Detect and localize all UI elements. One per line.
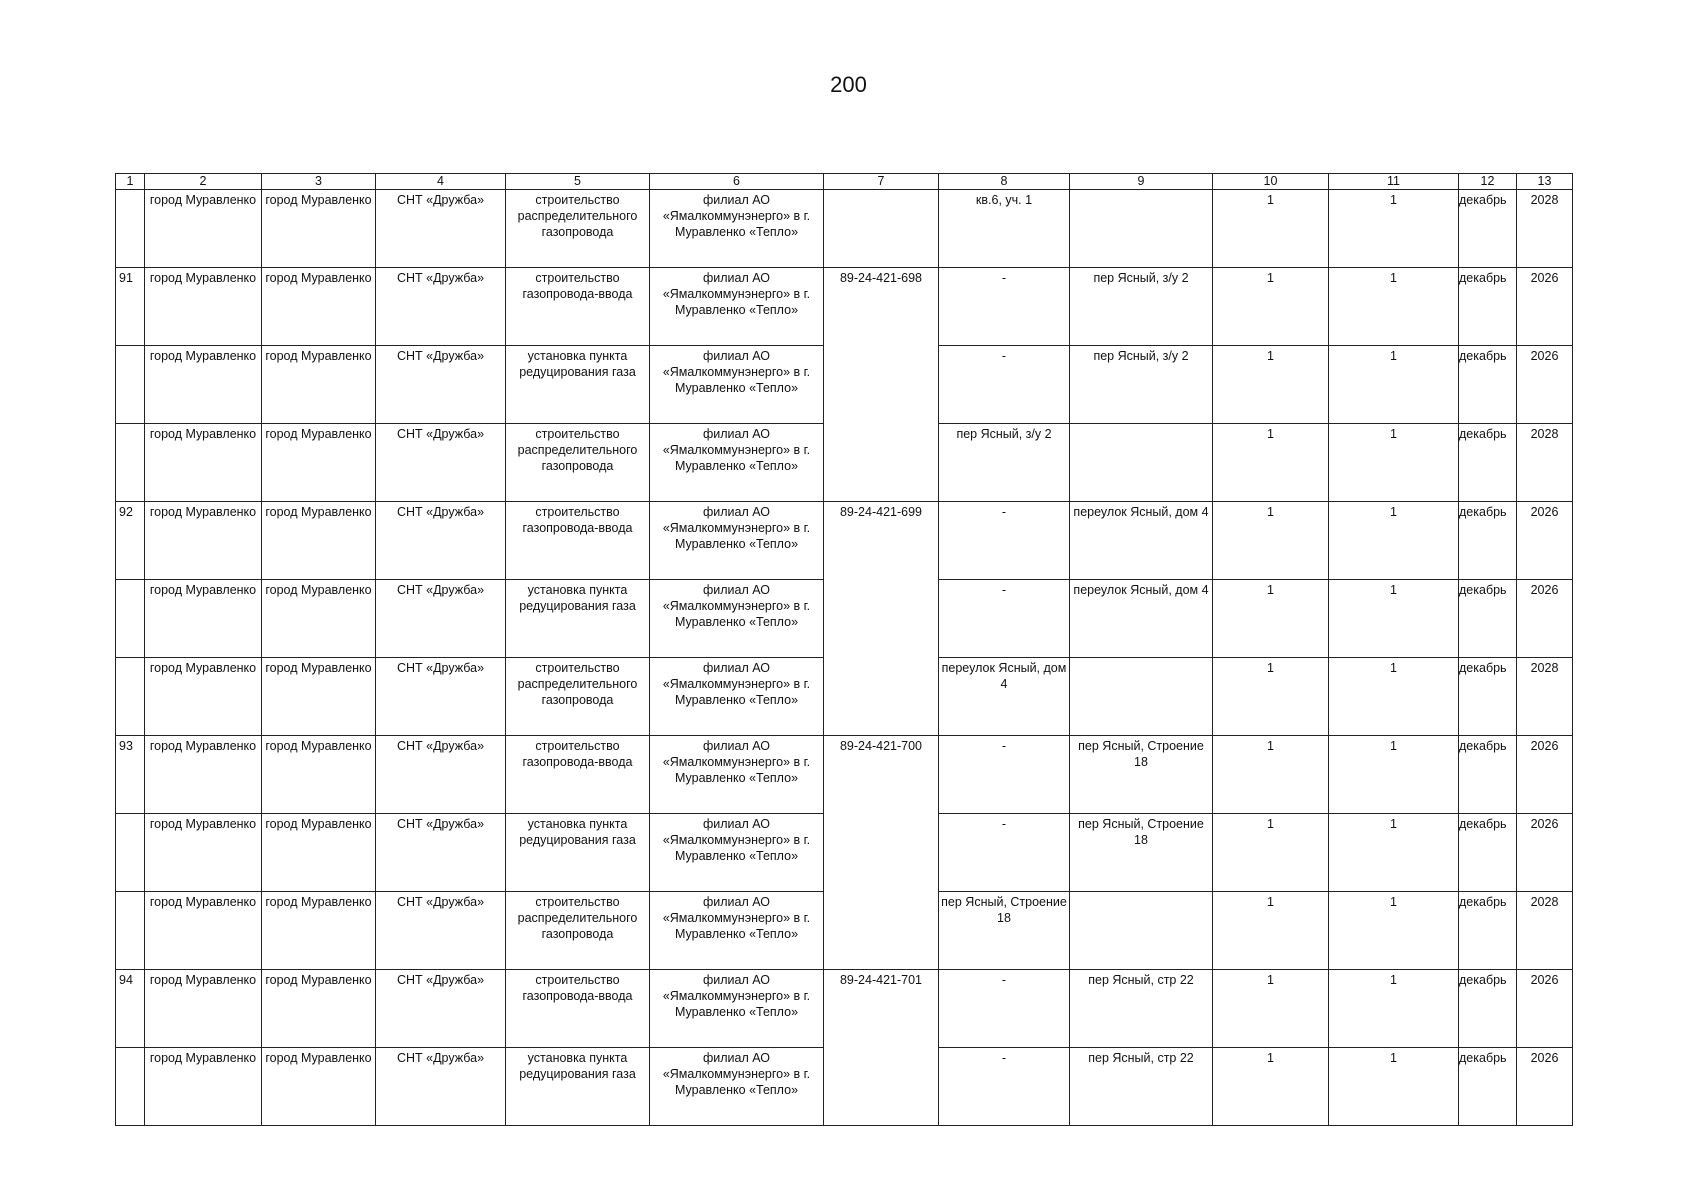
cell-col-1 (116, 814, 145, 892)
cell-col-2: город Муравленко (145, 892, 262, 970)
cell-col-3: город Муравленко (262, 658, 376, 736)
column-header-1: 1 (116, 174, 145, 190)
cell-col-5: установка пункта редуцирования газа (506, 580, 650, 658)
column-header-2: 2 (145, 174, 262, 190)
cell-col-6: филиал АО «Ямалкоммунэнерго» в г. Муравленко «Тепло» (650, 268, 824, 346)
cell-col-4: СНТ «Дружба» (376, 190, 506, 268)
cell-col-11: 1 (1329, 190, 1459, 268)
document-table-wrapper (115, 173, 1573, 1126)
cell-col-11: 1 (1329, 736, 1459, 814)
cell-col-10: 1 (1213, 502, 1329, 580)
table-body (116, 190, 1573, 1126)
cell-col-3: город Муравленко (262, 970, 376, 1048)
cell-col-8: - (939, 268, 1070, 346)
cell-col-9 (1070, 424, 1213, 502)
cell-col-5: строительство распределительного газопровода (506, 892, 650, 970)
cell-col-9: переулок Ясный, дом 4 (1070, 502, 1213, 580)
column-header-6: 6 (650, 174, 824, 190)
cell-col-8: пер Ясный, з/у 2 (939, 424, 1070, 502)
cell-col-6: филиал АО «Ямалкоммунэнерго» в г. Муравленко «Тепло» (650, 580, 824, 658)
cell-col-1: 91 (116, 268, 145, 346)
cell-col-3: город Муравленко (262, 346, 376, 424)
cell-col-4: СНТ «Дружба» (376, 580, 506, 658)
cell-col-12: декабрь (1459, 190, 1517, 268)
cell-col-13: 2026 (1517, 346, 1573, 424)
table-row (116, 736, 1573, 814)
cell-col-12: декабрь (1459, 814, 1517, 892)
cell-col-10: 1 (1213, 346, 1329, 424)
column-header-13: 13 (1517, 174, 1573, 190)
cell-col-11: 1 (1329, 424, 1459, 502)
cell-col-1 (116, 190, 145, 268)
column-header-11: 11 (1329, 174, 1459, 190)
cell-col-2: город Муравленко (145, 580, 262, 658)
cell-col-5: строительство распределительного газопровода (506, 658, 650, 736)
cell-col-11: 1 (1329, 658, 1459, 736)
cell-col-12: декабрь (1459, 424, 1517, 502)
cell-col-11: 1 (1329, 580, 1459, 658)
cell-col-11: 1 (1329, 892, 1459, 970)
cell-col-5: строительство газопровода-ввода (506, 502, 650, 580)
cell-col-13: 2026 (1517, 268, 1573, 346)
cell-col-5: строительство газопровода-ввода (506, 970, 650, 1048)
cell-col-5: установка пункта редуцирования газа (506, 814, 650, 892)
cell-col-8: - (939, 814, 1070, 892)
cell-col-11: 1 (1329, 268, 1459, 346)
cell-col-11: 1 (1329, 502, 1459, 580)
cell-col-6: филиал АО «Ямалкоммунэнерго» в г. Муравленко «Тепло» (650, 502, 824, 580)
cell-col-12: декабрь (1459, 736, 1517, 814)
cell-col-2: город Муравленко (145, 190, 262, 268)
cell-cadastral-number: 89-24-421-700 (824, 736, 939, 970)
cell-col-8: - (939, 736, 1070, 814)
cell-cadastral-number: 89-24-421-698 (824, 268, 939, 502)
cell-col-12: декабрь (1459, 502, 1517, 580)
cell-col-3: город Муравленко (262, 580, 376, 658)
column-header-5: 5 (506, 174, 650, 190)
cell-col-11: 1 (1329, 1048, 1459, 1126)
cell-col-2: город Муравленко (145, 346, 262, 424)
cell-col-10: 1 (1213, 892, 1329, 970)
cell-col-4: СНТ «Дружба» (376, 1048, 506, 1126)
cell-col-12: декабрь (1459, 970, 1517, 1048)
cell-col-2: город Муравленко (145, 268, 262, 346)
document-table (115, 173, 1573, 1126)
cell-col-4: СНТ «Дружба» (376, 814, 506, 892)
cell-col-1 (116, 658, 145, 736)
cell-col-4: СНТ «Дружба» (376, 268, 506, 346)
cell-col-5: строительство распределительного газопровода (506, 190, 650, 268)
cell-col-13: 2028 (1517, 658, 1573, 736)
cell-col-8: переулок Ясный, дом 4 (939, 658, 1070, 736)
cell-col-11: 1 (1329, 814, 1459, 892)
cell-col-11: 1 (1329, 346, 1459, 424)
cell-col-2: город Муравленко (145, 814, 262, 892)
cell-col-13: 2026 (1517, 970, 1573, 1048)
cell-col-1 (116, 1048, 145, 1126)
cell-col-9: пер Ясный, Строение 18 (1070, 814, 1213, 892)
column-header-3: 3 (262, 174, 376, 190)
cell-col-6: филиал АО «Ямалкоммунэнерго» в г. Муравленко «Тепло» (650, 424, 824, 502)
column-header-9: 9 (1070, 174, 1213, 190)
cell-col-3: город Муравленко (262, 190, 376, 268)
cell-col-1: 94 (116, 970, 145, 1048)
cell-col-3: город Муравленко (262, 268, 376, 346)
cell-col-6: филиал АО «Ямалкоммунэнерго» в г. Муравленко «Тепло» (650, 1048, 824, 1126)
cell-col-6: филиал АО «Ямалкоммунэнерго» в г. Муравленко «Тепло» (650, 970, 824, 1048)
cell-col-1 (116, 892, 145, 970)
cell-col-8: - (939, 580, 1070, 658)
cell-col-4: СНТ «Дружба» (376, 892, 506, 970)
cell-col-10: 1 (1213, 268, 1329, 346)
cell-col-9: пер Ясный, з/у 2 (1070, 346, 1213, 424)
cell-col-3: город Муравленко (262, 502, 376, 580)
cell-col-1 (116, 580, 145, 658)
cell-cadastral-number: 89-24-421-701 (824, 970, 939, 1126)
cell-col-10: 1 (1213, 736, 1329, 814)
cell-col-4: СНТ «Дружба» (376, 502, 506, 580)
table-row (116, 970, 1573, 1048)
cell-col-10: 1 (1213, 190, 1329, 268)
cell-col-9: пер Ясный, з/у 2 (1070, 268, 1213, 346)
cell-col-2: город Муравленко (145, 658, 262, 736)
cell-col-11: 1 (1329, 970, 1459, 1048)
cell-col-4: СНТ «Дружба» (376, 736, 506, 814)
cell-col-8: - (939, 346, 1070, 424)
cell-col-1 (116, 424, 145, 502)
cell-col-1 (116, 346, 145, 424)
column-header-7: 7 (824, 174, 939, 190)
cell-col-6: филиал АО «Ямалкоммунэнерго» в г. Муравленко «Тепло» (650, 892, 824, 970)
cell-col-10: 1 (1213, 814, 1329, 892)
cell-col-13: 2026 (1517, 1048, 1573, 1126)
cell-col-9 (1070, 190, 1213, 268)
cell-col-3: город Муравленко (262, 814, 376, 892)
cell-col-12: декабрь (1459, 892, 1517, 970)
cell-cadastral-number (824, 190, 939, 268)
cell-col-9: пер Ясный, стр 22 (1070, 970, 1213, 1048)
table-row (116, 502, 1573, 580)
cell-col-9: пер Ясный, Строение 18 (1070, 736, 1213, 814)
cell-col-12: декабрь (1459, 268, 1517, 346)
column-header-4: 4 (376, 174, 506, 190)
cell-col-1: 92 (116, 502, 145, 580)
cell-col-6: филиал АО «Ямалкоммунэнерго» в г. Муравленко «Тепло» (650, 658, 824, 736)
cell-col-12: декабрь (1459, 1048, 1517, 1126)
cell-col-5: строительство распределительного газопровода (506, 424, 650, 502)
cell-col-12: декабрь (1459, 346, 1517, 424)
cell-col-9: пер Ясный, стр 22 (1070, 1048, 1213, 1126)
cell-col-1: 93 (116, 736, 145, 814)
cell-col-10: 1 (1213, 424, 1329, 502)
cell-col-2: город Муравленко (145, 1048, 262, 1126)
cell-col-2: город Муравленко (145, 424, 262, 502)
cell-col-6: филиал АО «Ямалкоммунэнерго» в г. Муравленко «Тепло» (650, 736, 824, 814)
cell-col-10: 1 (1213, 658, 1329, 736)
cell-col-3: город Муравленко (262, 424, 376, 502)
cell-col-9 (1070, 658, 1213, 736)
cell-col-5: строительство газопровода-ввода (506, 736, 650, 814)
cell-col-6: филиал АО «Ямалкоммунэнерго» в г. Муравленко «Тепло» (650, 814, 824, 892)
cell-col-4: СНТ «Дружба» (376, 970, 506, 1048)
cell-col-13: 2026 (1517, 736, 1573, 814)
cell-cadastral-number: 89-24-421-699 (824, 502, 939, 736)
cell-col-8: - (939, 1048, 1070, 1126)
cell-col-3: город Муравленко (262, 1048, 376, 1126)
cell-col-2: город Муравленко (145, 970, 262, 1048)
cell-col-8: кв.6, уч. 1 (939, 190, 1070, 268)
cell-col-2: город Муравленко (145, 736, 262, 814)
cell-col-8: - (939, 970, 1070, 1048)
table-row (116, 190, 1573, 268)
cell-col-4: СНТ «Дружба» (376, 424, 506, 502)
cell-col-13: 2026 (1517, 580, 1573, 658)
cell-col-10: 1 (1213, 970, 1329, 1048)
cell-col-2: город Муравленко (145, 502, 262, 580)
column-header-10: 10 (1213, 174, 1329, 190)
cell-col-3: город Муравленко (262, 892, 376, 970)
cell-col-3: город Муравленко (262, 736, 376, 814)
cell-col-5: строительство газопровода-ввода (506, 268, 650, 346)
column-header-12: 12 (1459, 174, 1517, 190)
cell-col-8: пер Ясный, Строение 18 (939, 892, 1070, 970)
header-row (116, 174, 1573, 190)
cell-col-13: 2028 (1517, 424, 1573, 502)
cell-col-9 (1070, 892, 1213, 970)
cell-col-13: 2028 (1517, 190, 1573, 268)
cell-col-12: декабрь (1459, 580, 1517, 658)
cell-col-6: филиал АО «Ямалкоммунэнерго» в г. Муравленко «Тепло» (650, 346, 824, 424)
cell-col-8: - (939, 502, 1070, 580)
column-header-8: 8 (939, 174, 1070, 190)
cell-col-6: филиал АО «Ямалкоммунэнерго» в г. Муравленко «Тепло» (650, 190, 824, 268)
cell-col-12: декабрь (1459, 658, 1517, 736)
table-row (116, 268, 1573, 346)
cell-col-13: 2026 (1517, 502, 1573, 580)
cell-col-4: СНТ «Дружба» (376, 346, 506, 424)
cell-col-13: 2028 (1517, 892, 1573, 970)
cell-col-13: 2026 (1517, 814, 1573, 892)
cell-col-4: СНТ «Дружба» (376, 658, 506, 736)
cell-col-10: 1 (1213, 1048, 1329, 1126)
page-number: 200 (830, 72, 867, 97)
cell-col-9: переулок Ясный, дом 4 (1070, 580, 1213, 658)
cell-col-5: установка пункта редуцирования газа (506, 1048, 650, 1126)
cell-col-10: 1 (1213, 580, 1329, 658)
cell-col-5: установка пункта редуцирования газа (506, 346, 650, 424)
